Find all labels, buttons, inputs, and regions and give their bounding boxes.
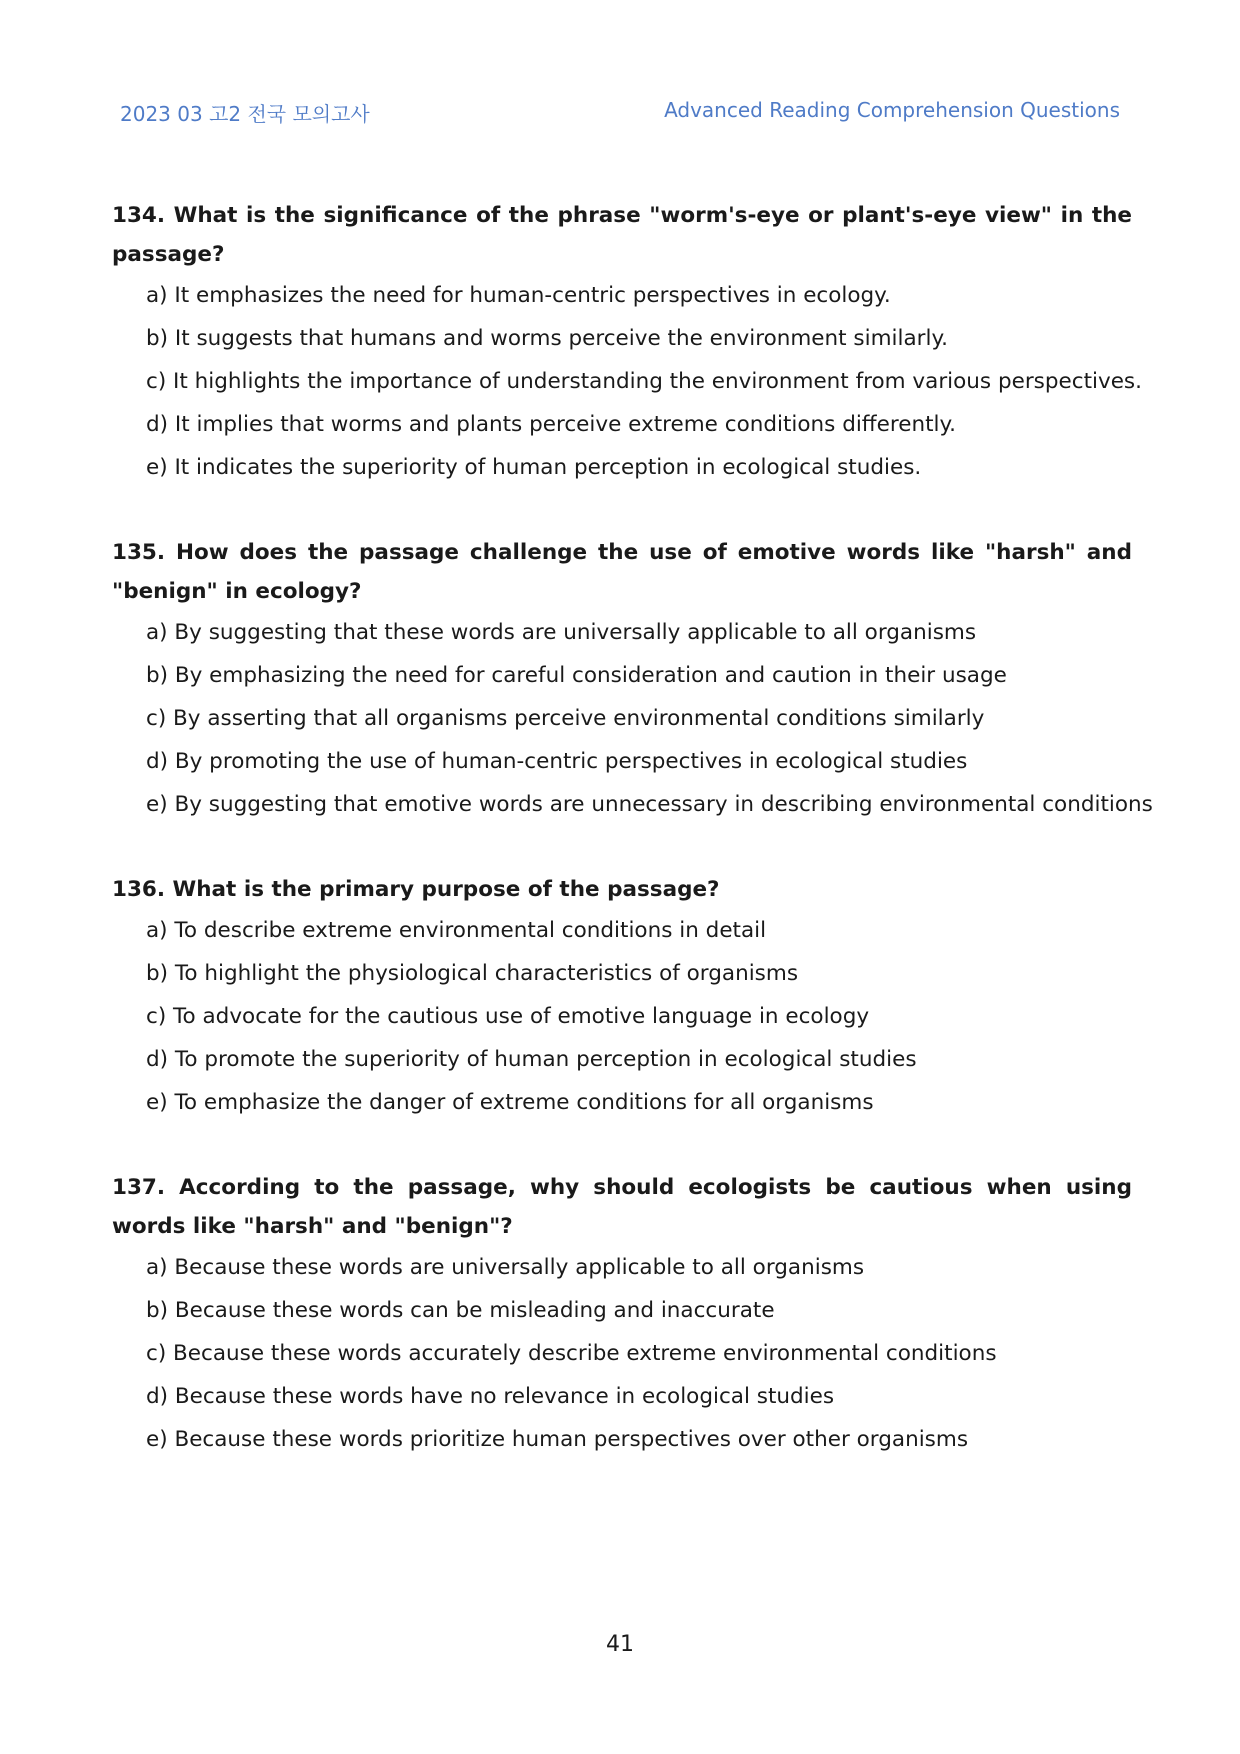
answer-option-a: a) By suggesting that these words are universally applicable to all organisms: [146, 620, 977, 645]
answer-option-c: c) By asserting that all organisms perceive environmental conditions similarly: [146, 706, 985, 731]
question-134: [112, 196, 1142, 489]
question-136: [112, 870, 1132, 1124]
answer-option-d: d) Because these words have no relevance in ecological studies: [146, 1384, 835, 1409]
question-title: 136. What is the primary purpose of the passage?: [112, 877, 720, 902]
answer-options: [112, 274, 1142, 489]
question-title: 134. What is the significance of the phrase "worm's-eye or plant's-eye view" in the passage?: [112, 203, 1132, 267]
question-title: 135. How does the passage challenge the use of emotive words like "harsh" and "benign" in ecology?: [112, 540, 1132, 604]
answer-options: [112, 611, 1153, 826]
answer-option-c: c) Because these words accurately describe extreme environmental conditions: [146, 1341, 997, 1366]
answer-option-a: a) To describe extreme environmental conditions in detail: [146, 918, 767, 943]
question-list: [112, 196, 1153, 1505]
answer-option-d: d) To promote the superiority of human perception in ecological studies: [146, 1047, 917, 1072]
answer-option-c: c) It highlights the importance of understanding the environment from various perspectives.: [146, 369, 1142, 394]
answer-options: [112, 909, 1132, 1124]
question-137: [112, 1168, 1132, 1461]
answer-option-e: e) To emphasize the danger of extreme conditions for all organisms: [146, 1090, 874, 1115]
page-number: 41: [606, 1632, 634, 1657]
exam-title: 2023 03 고2 전국 모의고사: [120, 102, 370, 126]
answer-option-c: c) To advocate for the cautious use of emotive language in ecology: [146, 1004, 870, 1029]
question-title: 137. According to the passage, why should ecologists be cautious when using words like "harsh" and "benign"?: [112, 1175, 1132, 1239]
answer-option-b: b) By emphasizing the need for careful consideration and caution in their usage: [146, 663, 1007, 688]
answer-option-a: a) Because these words are universally applicable to all organisms: [146, 1255, 865, 1280]
answer-option-b: b) It suggests that humans and worms perceive the environment similarly.: [146, 326, 948, 351]
answer-option-d: d) It implies that worms and plants perceive extreme conditions differently.: [146, 412, 956, 437]
answer-option-a: a) It emphasizes the need for human-centric perspectives in ecology.: [146, 283, 891, 308]
answer-option-e: e) It indicates the superiority of human perception in ecological studies.: [146, 455, 922, 480]
answer-option-e: e) By suggesting that emotive words are unnecessary in describing environmental conditions: [146, 792, 1153, 817]
answer-option-e: e) Because these words prioritize human perspectives over other organisms: [146, 1427, 969, 1452]
section-title: Advanced Reading Comprehension Questions: [664, 98, 1120, 122]
page-header: [120, 98, 1120, 128]
answer-options: [112, 1246, 1132, 1461]
answer-option-d: d) By promoting the use of human-centric perspectives in ecological studies: [146, 749, 968, 774]
answer-option-b: b) Because these words can be misleading and inaccurate: [146, 1298, 775, 1323]
answer-option-b: b) To highlight the physiological characteristics of organisms: [146, 961, 799, 986]
question-135: [112, 533, 1153, 826]
